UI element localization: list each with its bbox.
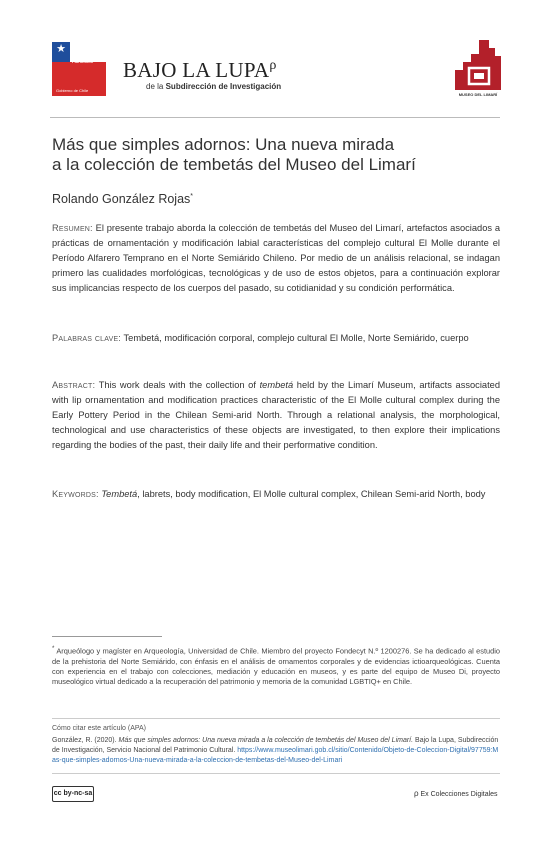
abstract-text-a: This work deals with the collection of <box>95 380 260 390</box>
footer-divider <box>52 773 500 774</box>
citation-text-b: Bajo la Lupa, Subdirección de Investigación, Servicio Nacional del Patrimonio Cultural. <box>52 737 499 754</box>
resumen-label: Resumen: <box>52 223 93 233</box>
resumen-text: El presente trabajo aborda la colección de tembetás del Museo del Limarí, artefactos asociados a prácticas de ornamentación y modificación labial características del complejo cultural El Molle durante el Período Alfarero Temprano en el Norte Semiárido Chileno. Por medio de un análisis relacional, se indagan primero las cualidades morfológicas, tecnológicas y de uso de estos objetos, para a continuación explorar sus implicancias respecto de los cuerpos del pasado, su cotidianidad y su condición performática. <box>52 223 500 293</box>
magnifier-icon: ρ <box>414 789 419 798</box>
palabras-clave-paragraph <box>52 331 500 346</box>
brand-sub-bold: Subdirección de Investigación <box>165 82 282 91</box>
keywords-text: , labrets, body modification, El Molle cultural complex, Chilean Semi-arid North, body <box>137 489 486 499</box>
footer-brand <box>414 789 498 798</box>
citation-title: Más que simples adornos: Una nueva mirada a la colección de tembetás del Museo del Limarí. <box>118 737 414 744</box>
palabras-clave-text: Tembetá, modificación corporal, complejo cultural El Molle, Norte Semiárido, cuerpo <box>121 333 469 343</box>
footnote-divider <box>52 636 162 637</box>
keywords-paragraph <box>52 487 500 502</box>
citation-heading: Cómo citar este artículo (APA) <box>52 725 147 732</box>
author <box>52 192 193 206</box>
brand-title <box>123 58 277 83</box>
citation <box>52 736 500 766</box>
keywords-italic: Tembetá <box>98 489 138 499</box>
abstract-text-b: held by the Limarí Museum, artifacts associated with lip ornamentation and modification practices characteristic of the El Molle cultural complex during the Early Pottery Period in the Chilean Semi-arid North. Through a relational analysis, the morphological, technological and use characteristics of these objects are investigated, to then explore their implications regarding the bodies of the past, their daily life and their performative condition. <box>52 380 500 450</box>
gov-logo-subtext: Gobierno de Chile <box>56 88 89 93</box>
title-line-2: a la colección de tembetás del Museo del Limarí <box>52 155 416 174</box>
header-divider <box>50 117 500 118</box>
footnote-mark: * <box>52 645 55 652</box>
author-footnote-mark: * <box>190 192 194 200</box>
brand-sub-prefix: de la <box>146 82 164 91</box>
footer-brand-text: Ex Colecciones Digitales <box>420 791 498 798</box>
title-line-1: Más que simples adornos: Una nueva mirada <box>52 135 395 154</box>
abstract-paragraph <box>52 378 500 453</box>
brand-subtitle <box>146 82 281 91</box>
museum-label: MUSEO DEL LIMARÍ <box>458 92 498 97</box>
keywords-label: Keywords: <box>52 489 99 499</box>
brand-title-text: BAJO LA LUPA <box>123 58 270 82</box>
citation-text-a: González, R. (2020). <box>52 737 119 744</box>
cc-license-badge[interactable]: cc by-nc-sa <box>52 786 94 802</box>
abstract-italic: tembetá <box>259 380 294 390</box>
museum-logo-icon <box>455 40 501 90</box>
citation-link[interactable]: https://www.museolimari.gob.cl/sitio/Contenido/Objeto-de-Coleccion-Digital/97759:Mas-que-simples-adornos-Una-nueva-mirada-a-la-coleccion-de-tembetas-del-Museo-del-Limari <box>52 747 499 764</box>
article-title <box>52 135 502 175</box>
footnote <box>52 644 500 688</box>
palabras-clave-label: Palabras clave: <box>52 333 122 343</box>
abstract-label: Abstract: <box>52 380 96 390</box>
resumen-paragraph <box>52 221 500 296</box>
star-icon: ★ <box>56 43 66 55</box>
author-name: Rolando González Rojas <box>52 192 191 206</box>
citation-divider <box>52 718 500 719</box>
magnifier-icon: ρ <box>269 58 277 73</box>
footnote-text: Arqueólogo y magíster en Arqueología, Universidad de Chile. Miembro del proyecto Fondecyt N.º 1200276. Se ha dedicado al estudio de la prehistoria del Norte Semiárido, con énfasis en el análisis de ornamentos corporales y de evidencias ictioarqueológicas. Cuenta con experiencia en el trabajo con colecciones, mediación y educación en museos, y es parte del equipo de Museo Di, proyecto museológico virtual dedicado a la recuperación del patrimonio y memoria de la comunidad LGBTIQ+ en Chile. <box>52 646 500 687</box>
gov-logo-text: Ministerio de las Culturas, las Artes y el Patrimonio <box>72 44 104 64</box>
